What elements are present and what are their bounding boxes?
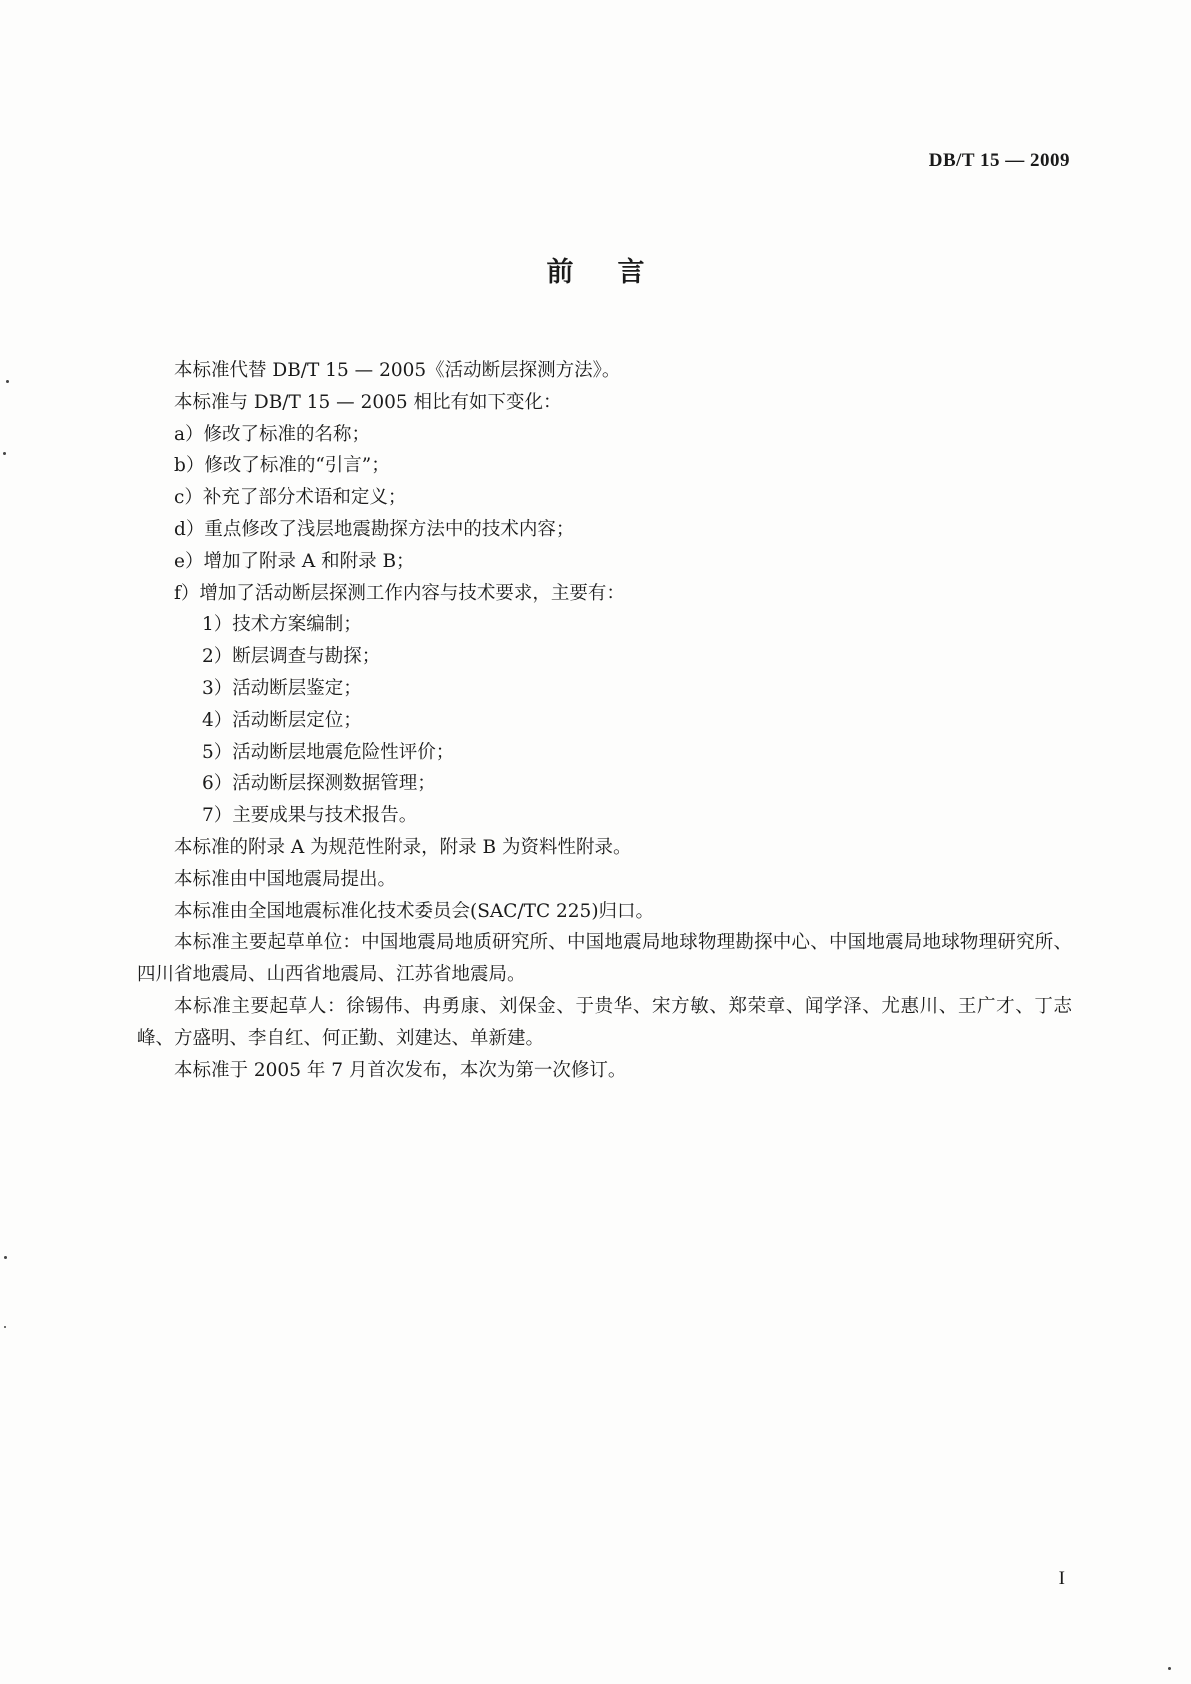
paragraph-drafting-units: 本标准主要起草单位：中国地震局地质研究所、中国地震局地球物理勘探中心、中国地震局地球物理研究所、四川省地震局、山西省地震局、江苏省地震局。 <box>137 932 1072 986</box>
change-item: a）修改了标准的名称； <box>174 423 371 445</box>
sub-change-item: 3）活动断层鉴定； <box>202 677 362 699</box>
scan-speck <box>6 380 9 383</box>
paragraph-committee: 本标准由全国地震标准化技术委员会(SAC/TC 225)归口。 <box>174 900 655 922</box>
paragraph-proposer: 本标准由中国地震局提出。 <box>174 868 397 890</box>
change-item: f）增加了活动断层探测工作内容与技术要求，主要有： <box>174 582 625 604</box>
sub-change-item: 1）技术方案编制； <box>202 614 362 636</box>
sub-change-item: 4）活动断层定位； <box>202 709 362 731</box>
change-item: e）增加了附录 A 和附录 B； <box>174 550 415 572</box>
paragraph-replaces: 本标准代替 DB/T 15 — 2005《活动断层探测方法》。 <box>174 360 621 381</box>
paragraph-history: 本标准于 2005 年 7 月首次发布，本次为第一次修订。 <box>174 1059 627 1081</box>
scan-speck <box>3 452 6 455</box>
foreword-body <box>137 355 1072 1086</box>
sub-change-item: 7）主要成果与技术报告。 <box>202 805 418 827</box>
paragraph-drafters: 本标准主要起草人：徐锡伟、冉勇康、刘保金、于贵华、宋方敏、郑荣章、闻学泽、尤惠川、王广才、丁志峰、方盛明、李自红、何正勤、刘建达、单新建。 <box>137 995 1072 1049</box>
scan-speck <box>4 1256 7 1259</box>
page-title: 前言 <box>546 257 689 288</box>
scan-speck <box>1168 1667 1171 1670</box>
change-item: c）补充了部分术语和定义； <box>174 487 407 509</box>
change-item: d）重点修改了浅层地震勘探方法中的技术内容； <box>174 518 575 540</box>
page-number: I <box>1058 1568 1065 1589</box>
sub-change-item: 6）活动断层探测数据管理； <box>202 773 436 795</box>
paragraph-changes-intro: 本标准与 DB/T 15 — 2005 相比有如下变化： <box>174 391 562 413</box>
scan-speck <box>4 1326 6 1328</box>
sub-change-item: 5）活动断层地震危险性评价； <box>202 741 455 763</box>
paragraph-appendices: 本标准的附录 A 为规范性附录，附录 B 为资料性附录。 <box>174 836 632 858</box>
standard-code: DB/T 15 — 2009 <box>928 150 1070 171</box>
sub-change-item: 2）断层调查与勘探； <box>202 646 381 668</box>
change-item: b）修改了标准的“引言”； <box>174 455 390 477</box>
